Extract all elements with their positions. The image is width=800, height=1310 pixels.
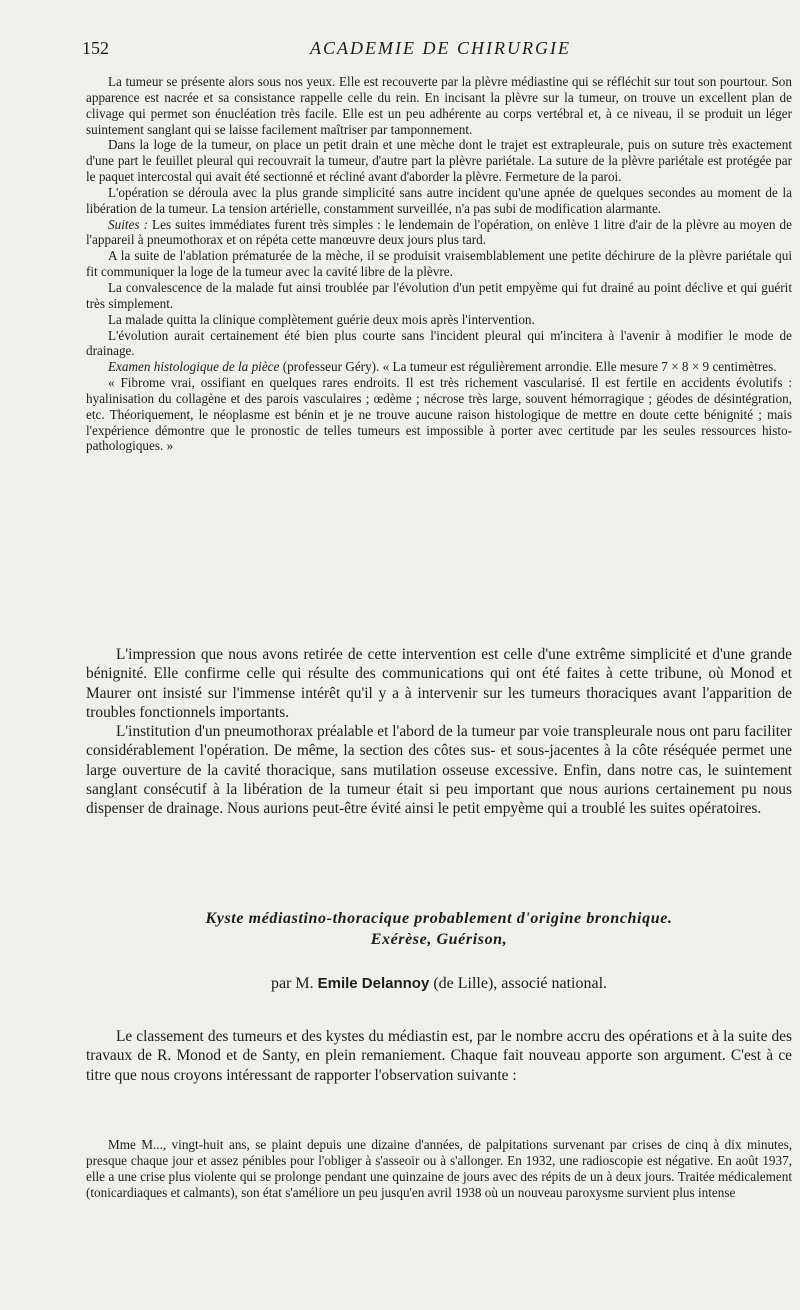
paragraph: L'évolution aurait certainement été bien plus courte sans l'incident pleural qui m'incitera à l'avenir à modifier le mode de drainage. bbox=[86, 327, 792, 359]
paragraph: La malade quitta la clinique complètement guérie deux mois après l'intervention. bbox=[108, 311, 535, 327]
case-text: M..., vingt-huit ans, se plaint depuis une dizaine d'années, de palpitations survenant par crises de cinq à dix minutes, presque chaque jour et assez pénibles pour l'obliger à s'asseoir ou à s'allonger. En 1932, une radioscopie est négative. En août 1937, elle a une crise plus violente qui se prolonge pendant une quinzaine de jours avec des répits de un à deux jours. Traitée médicalement (tonicardiaques et calmants), son état s'améliore un peu jusqu'en avril 1938 où un nouveau paroxysme survient plus intense bbox=[86, 1137, 792, 1200]
paragraph-suites bbox=[86, 217, 792, 249]
paragraph: La tumeur se présente alors sous nos yeux. Elle est recouverte par la plèvre médiastine qui se réfléchit sur tout son pourtour. Son apparence est nacrée et sa consistance rappelle celle du rein. En incisant la plèvre sur la tumeur, on trouve un excellent plan de clivage qui permet son énucléation très facile. Elle est un peu adhérente au corps vertébral et, à ce niveau, il se produit un léger suintement sanglant qui se laisse facilement maîtriser par tamponnement. bbox=[86, 74, 792, 137]
paragraph: La convalescence de la malade fut ainsi troublée par l'évolution d'un petit empyème qui fut drainé au point déclive et qui guérit très simplement. bbox=[86, 279, 792, 311]
case-report-continuation bbox=[86, 74, 792, 454]
paragraph-examen bbox=[86, 359, 792, 375]
case-prefix: Mme bbox=[108, 1137, 136, 1152]
discussion bbox=[86, 645, 792, 819]
paragraph bbox=[86, 1137, 792, 1200]
paragraph: L'opération se déroula avec la plus grande simplicité sans autre incident qu'une apnée de quelques secondes au moment de la libération de la tumeur. La tension artérielle, constamment surveillée, n'a pas subi de modification alarmante. bbox=[86, 184, 792, 216]
byline bbox=[86, 975, 792, 993]
article-intro bbox=[86, 1027, 792, 1085]
paragraph: A la suite de l'ablation prématurée de la mèche, il se produisit vraisemblablement une petite déchirure de la plèvre pariétale qui fit communiquer la loge de la tumeur avec la cavité libre de la plèvre. bbox=[86, 248, 792, 280]
examen-text: (professeur Géry). « La tumeur est régulièrement arrondie. Elle mesure 7 × 8 × 9 centimètres. bbox=[279, 359, 777, 375]
article-title bbox=[86, 908, 792, 950]
page-header bbox=[82, 38, 788, 62]
article-title-line: Exérèse, Guérison, bbox=[370, 931, 508, 948]
suites-label: Suites : bbox=[108, 216, 148, 232]
examen-label: Examen histologique de la pièce bbox=[108, 359, 280, 375]
page-number: 152 bbox=[82, 38, 109, 58]
case-observation bbox=[86, 1137, 792, 1200]
paragraph: Dans la loge de la tumeur, on place un petit drain et une mèche dont le trajet est extrapleurale, puis on suture très exactement d'une part le feuillet pleural qui recouvrait la tumeur, d'autre part la plèvre pariétale. La suture de la plèvre pariétale est protégée par le paquet intercostal qui avait été sectionné et récliné avant d'aborder la plèvre. Fermeture de la paroi. bbox=[86, 137, 792, 185]
author-name: Emile Delannoy bbox=[317, 975, 430, 992]
byline-suffix: (de Lille), associé national. bbox=[429, 975, 608, 992]
paragraph: Le classement des tumeurs et des kystes du médiastin est, par le nombre accru des opérations et à la suite des travaux de R. Monod et de Santy, en plein remaniement. Chaque fait nouveau apporte son argument. C'est à ce titre que nous croyons intéressant de rapporter l'observation suivante : bbox=[86, 1028, 792, 1084]
article-title-line: Kyste médiastino-thoracique probablement d'origine bronchique. bbox=[205, 910, 673, 927]
paragraph: L'institution d'un pneumothorax préalable et l'abord de la tumeur par voie transpleurale nous ont paru faciliter considérablement l'opération. De même, la section des côtes sus- et sous-jacentes à la côte réséquée permet une large ouverture de la cavité thoracique, sans mutilation osseuse excessive. Enfin, dans notre cas, le suintement sanglant consécutif à la libération de la tumeur était si peu important que nous aurions certainement pu nous dispenser de drainage. Nous aurions peut-être évité ainsi le petit empyème qui a troublé les suites opératoires. bbox=[86, 723, 792, 818]
paragraph: L'impression que nous avons retirée de cette intervention est celle d'une extrême simplicité et d'une grande bénignité. Elle confirme celle qui résulte des communications qui ont été faites à cette tribune, où Monod et Maurer ont insisté sur l'immense intérêt qu'il y a à intervenir sur les tumeurs thoraciques avant l'apparition de troubles fonctionnels importants. bbox=[86, 646, 792, 721]
histology-quote: « Fibrome vrai, ossifiant en quelques rares endroits. Il est très richement vascularisé. Il est fertile en accidents évolutifs : hyalinisation du collagène et des parois vasculaires ; œdème ; nécrose très large, souvent hémorragique ; géodes de désintégration, etc. Théoriquement, le néoplasme est bénin et je ne trouve aucune raison histologique de mettre en doute cette bénignité ; mais l'expérience démontre que le pronostic de telles tumeurs est impossible à porter avec certitude par les seules ressources histo-pathologiques. » bbox=[86, 375, 792, 454]
running-title: ACADEMIE DE CHIRURGIE bbox=[310, 38, 571, 58]
byline-prefix: par M. bbox=[270, 975, 318, 992]
suites-text: Les suites immédiates furent très simples : le lendemain de l'opération, on enlève 1 litre d'air de la plèvre au moyen de l'appareil à pneumothorax et on répéta cette manœuvre deux jours plus tard. bbox=[86, 216, 792, 248]
